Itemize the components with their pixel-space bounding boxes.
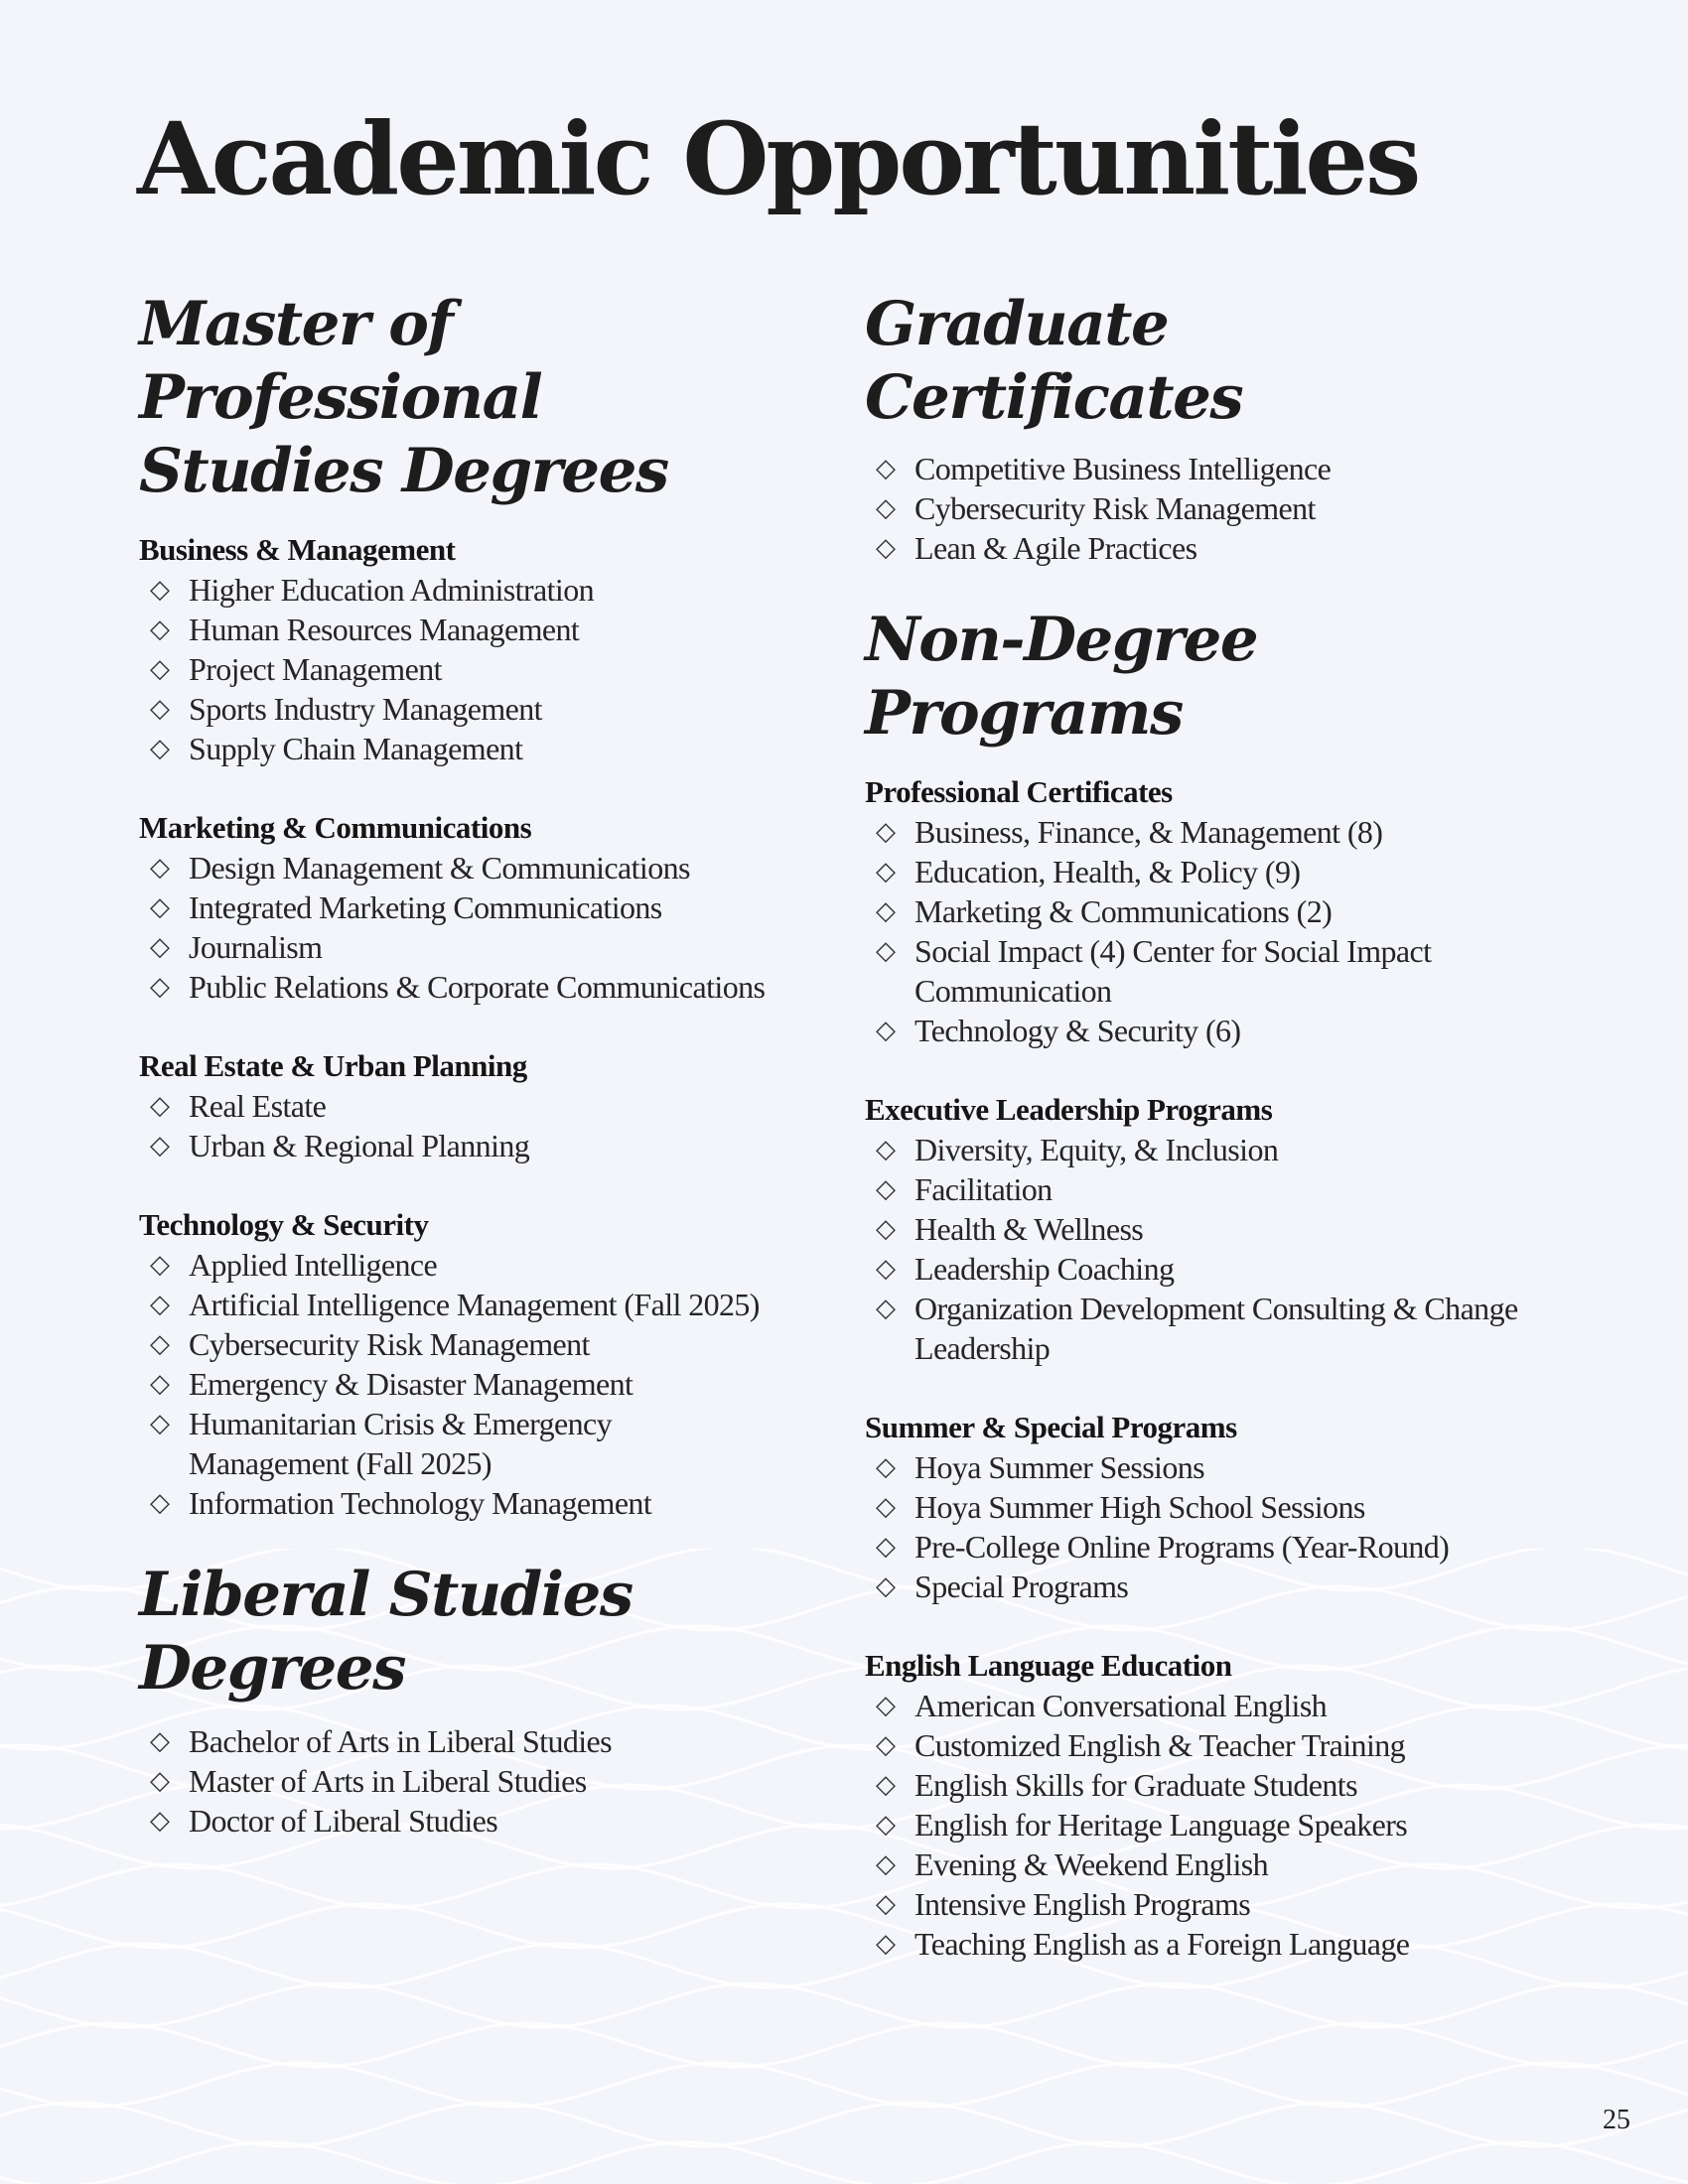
wave-line bbox=[0, 2063, 1688, 2107]
diamond-bullet-icon: ◇ bbox=[876, 857, 896, 886]
list-item[interactable]: ◇ Teaching English as a Foreign Language bbox=[876, 1926, 1410, 1962]
graduate-certificates-section bbox=[865, 288, 1560, 568]
diamond-bullet-icon: ◇ bbox=[876, 817, 896, 846]
list-item[interactable]: ◇ English for Heritage Language Speakers bbox=[876, 1807, 1408, 1843]
diamond-bullet-icon: ◇ bbox=[876, 1214, 896, 1243]
list-item[interactable]: ◇ Organization Development Consulting & Change Leadership bbox=[876, 1291, 1518, 1366]
liberal-studies-title: Liberal Studies Degrees bbox=[139, 1560, 633, 1704]
list-item[interactable]: ◇ Customized English & Teacher Training bbox=[876, 1727, 1406, 1763]
list-item[interactable]: ◇ Artificial Intelligence Management (Fall 2025) bbox=[150, 1287, 760, 1322]
diamond-bullet-icon: ◇ bbox=[876, 1135, 896, 1163]
real-estate-group bbox=[139, 1046, 834, 1165]
diamond-bullet-icon: ◇ bbox=[150, 1290, 170, 1318]
liberal-studies-section bbox=[139, 1559, 834, 1841]
wave-line bbox=[0, 2023, 1688, 2067]
list-item[interactable]: ◇ Health & Wellness bbox=[876, 1211, 1144, 1247]
diamond-bullet-icon: ◇ bbox=[150, 734, 170, 762]
list-item[interactable]: ◇ Facilitation bbox=[876, 1171, 1053, 1207]
list-item[interactable]: ◇ Bachelor of Arts in Liberal Studies bbox=[150, 1723, 613, 1759]
diamond-bullet-icon: ◇ bbox=[150, 614, 170, 643]
right-column bbox=[865, 288, 1560, 2003]
technology-security-group bbox=[139, 1205, 834, 1523]
list-item[interactable]: ◇ Urban & Regional Planning bbox=[150, 1128, 530, 1163]
diamond-bullet-icon: ◇ bbox=[876, 896, 896, 925]
diamond-bullet-icon: ◇ bbox=[876, 1254, 896, 1283]
diamond-bullet-icon: ◇ bbox=[876, 533, 896, 562]
diamond-bullet-icon: ◇ bbox=[876, 493, 896, 522]
marketing-communications-group bbox=[139, 808, 834, 1007]
list-item[interactable]: ◇ Information Technology Management bbox=[150, 1485, 652, 1521]
diamond-bullet-icon: ◇ bbox=[876, 1492, 896, 1521]
diamond-bullet-icon: ◇ bbox=[150, 1131, 170, 1160]
mps-title-line1: Master of Professional bbox=[139, 289, 542, 433]
diamond-bullet-icon: ◇ bbox=[876, 1849, 896, 1878]
diamond-bullet-icon: ◇ bbox=[876, 1294, 896, 1322]
diamond-bullet-icon: ◇ bbox=[150, 1329, 170, 1358]
diamond-bullet-icon: ◇ bbox=[876, 1889, 896, 1918]
mps-section bbox=[139, 288, 834, 1523]
list-item[interactable]: ◇ Special Programs bbox=[876, 1569, 1129, 1604]
list-item[interactable]: ◇ Pre-College Online Programs (Year-Round) bbox=[876, 1529, 1450, 1565]
diamond-bullet-icon: ◇ bbox=[876, 1174, 896, 1203]
diamond-bullet-icon: ◇ bbox=[876, 1532, 896, 1561]
list-item[interactable]: ◇ Lean & Agile Practices bbox=[876, 530, 1197, 566]
diamond-bullet-icon: ◇ bbox=[150, 1250, 170, 1279]
diamond-bullet-icon: ◇ bbox=[150, 694, 170, 723]
list-item[interactable]: ◇ Intensive English Programs bbox=[876, 1886, 1251, 1922]
graduate-certificates-title: Graduate Certificates bbox=[865, 289, 1243, 433]
diamond-bullet-icon: ◇ bbox=[150, 654, 170, 683]
list-item[interactable]: ◇ Journalism bbox=[150, 929, 323, 965]
list-item[interactable]: ◇ Evening & Weekend English bbox=[876, 1846, 1268, 1882]
list-item[interactable]: ◇ Human Resources Management bbox=[150, 612, 580, 647]
business-management-group bbox=[139, 530, 834, 768]
diamond-bullet-icon: ◇ bbox=[150, 932, 170, 961]
list-item[interactable]: ◇ Marketing & Communications (2) bbox=[876, 893, 1333, 929]
list-item[interactable]: ◇ Education, Health, & Policy (9) bbox=[876, 854, 1301, 889]
diamond-bullet-icon: ◇ bbox=[876, 1691, 896, 1719]
group-title: Executive Leadership Programs bbox=[865, 1092, 1273, 1127]
non-degree-section bbox=[865, 604, 1560, 1964]
list-item[interactable]: ◇ Diversity, Equity, & Inclusion bbox=[876, 1132, 1279, 1167]
page-number: 25 bbox=[1603, 2105, 1630, 2135]
diamond-bullet-icon: ◇ bbox=[876, 1770, 896, 1799]
wave-line bbox=[0, 2103, 1688, 2146]
group-title: English Language Education bbox=[865, 1648, 1232, 1683]
list-item[interactable]: ◇ Higher Education Administration bbox=[150, 572, 594, 608]
diamond-bullet-icon: ◇ bbox=[876, 1571, 896, 1600]
group-title: Business & Management bbox=[139, 532, 456, 567]
list-item[interactable]: ◇ Applied Intelligence bbox=[150, 1247, 438, 1283]
diamond-bullet-icon: ◇ bbox=[876, 1730, 896, 1759]
diamond-bullet-icon: ◇ bbox=[150, 1806, 170, 1835]
list-item[interactable]: ◇ Cybersecurity Risk Management bbox=[876, 490, 1316, 526]
list-item[interactable]: ◇ Social Impact (4) Center for Social Impact Communication bbox=[876, 933, 1432, 1009]
diamond-bullet-icon: ◇ bbox=[150, 1766, 170, 1795]
list-item[interactable]: ◇ Public Relations & Corporate Communications bbox=[150, 969, 766, 1005]
diamond-bullet-icon: ◇ bbox=[150, 853, 170, 882]
page-title: Academic Opportunities bbox=[137, 100, 1419, 217]
list-item[interactable]: ◇ Supply Chain Management bbox=[150, 731, 523, 766]
group-title: Summer & Special Programs bbox=[865, 1410, 1237, 1444]
diamond-bullet-icon: ◇ bbox=[876, 936, 896, 965]
diamond-bullet-icon: ◇ bbox=[876, 1810, 896, 1839]
diamond-bullet-icon: ◇ bbox=[150, 1488, 170, 1517]
diamond-bullet-icon: ◇ bbox=[150, 1091, 170, 1120]
list-item[interactable]: ◇ Leadership Coaching bbox=[876, 1251, 1175, 1287]
list-item[interactable]: ◇ Real Estate bbox=[150, 1088, 327, 1124]
left-column bbox=[139, 288, 834, 1841]
wave-line bbox=[0, 2142, 1688, 2184]
list-item[interactable]: ◇ Emergency & Disaster Management bbox=[150, 1366, 633, 1402]
group-title: Marketing & Communications bbox=[139, 810, 532, 845]
list-item[interactable]: ◇ American Conversational English bbox=[876, 1688, 1328, 1723]
summer-special-group bbox=[865, 1408, 1560, 1606]
group-title: Real Estate & Urban Planning bbox=[139, 1048, 527, 1083]
list-item[interactable]: ◇ English Skills for Graduate Students bbox=[876, 1767, 1357, 1803]
list-item[interactable]: ◇ Sports Industry Management bbox=[150, 691, 542, 727]
diamond-bullet-icon: ◇ bbox=[876, 454, 896, 482]
list-item[interactable]: ◇ Project Management bbox=[150, 651, 442, 687]
diamond-bullet-icon: ◇ bbox=[150, 1726, 170, 1755]
list-item[interactable]: ◇ Cybersecurity Risk Management bbox=[150, 1326, 590, 1362]
list-item[interactable]: ◇ Integrated Marketing Communications bbox=[150, 889, 662, 925]
list-item[interactable]: ◇ Master of Arts in Liberal Studies bbox=[150, 1763, 587, 1799]
list-item[interactable]: ◇ Design Management & Communications bbox=[150, 850, 690, 886]
non-degree-title: Non-Degree Programs bbox=[865, 605, 1258, 749]
diamond-bullet-icon: ◇ bbox=[150, 972, 170, 1001]
english-language-group bbox=[865, 1646, 1560, 1964]
mps-title-line2: Studies Degrees bbox=[139, 436, 668, 506]
list-item[interactable]: ◇ Hoya Summer High School Sessions bbox=[876, 1489, 1365, 1525]
list-item[interactable]: ◇ Hoya Summer Sessions bbox=[876, 1449, 1205, 1485]
group-title: Professional Certificates bbox=[865, 774, 1173, 809]
list-item[interactable]: ◇ Doctor of Liberal Studies bbox=[150, 1803, 498, 1839]
list-item[interactable]: ◇ Business, Finance, & Management (8) bbox=[876, 814, 1383, 850]
diamond-bullet-icon: ◇ bbox=[150, 892, 170, 921]
executive-leadership-group bbox=[865, 1090, 1560, 1368]
list-item[interactable]: ◇ Competitive Business Intelligence bbox=[876, 451, 1332, 486]
diamond-bullet-icon: ◇ bbox=[876, 1929, 896, 1958]
group-title: Technology & Security bbox=[139, 1207, 429, 1242]
diamond-bullet-icon: ◇ bbox=[876, 1016, 896, 1044]
list-item[interactable]: ◇ Humanitarian Crisis & Emergency Management (Fall 2025) bbox=[150, 1406, 613, 1481]
professional-certificates-group bbox=[865, 772, 1560, 1050]
diamond-bullet-icon: ◇ bbox=[150, 1369, 170, 1398]
diamond-bullet-icon: ◇ bbox=[150, 575, 170, 604]
mps-section-title bbox=[139, 288, 834, 508]
list-item[interactable]: ◇ Technology & Security (6) bbox=[876, 1013, 1241, 1048]
diamond-bullet-icon: ◇ bbox=[876, 1452, 896, 1481]
diamond-bullet-icon: ◇ bbox=[150, 1409, 170, 1437]
